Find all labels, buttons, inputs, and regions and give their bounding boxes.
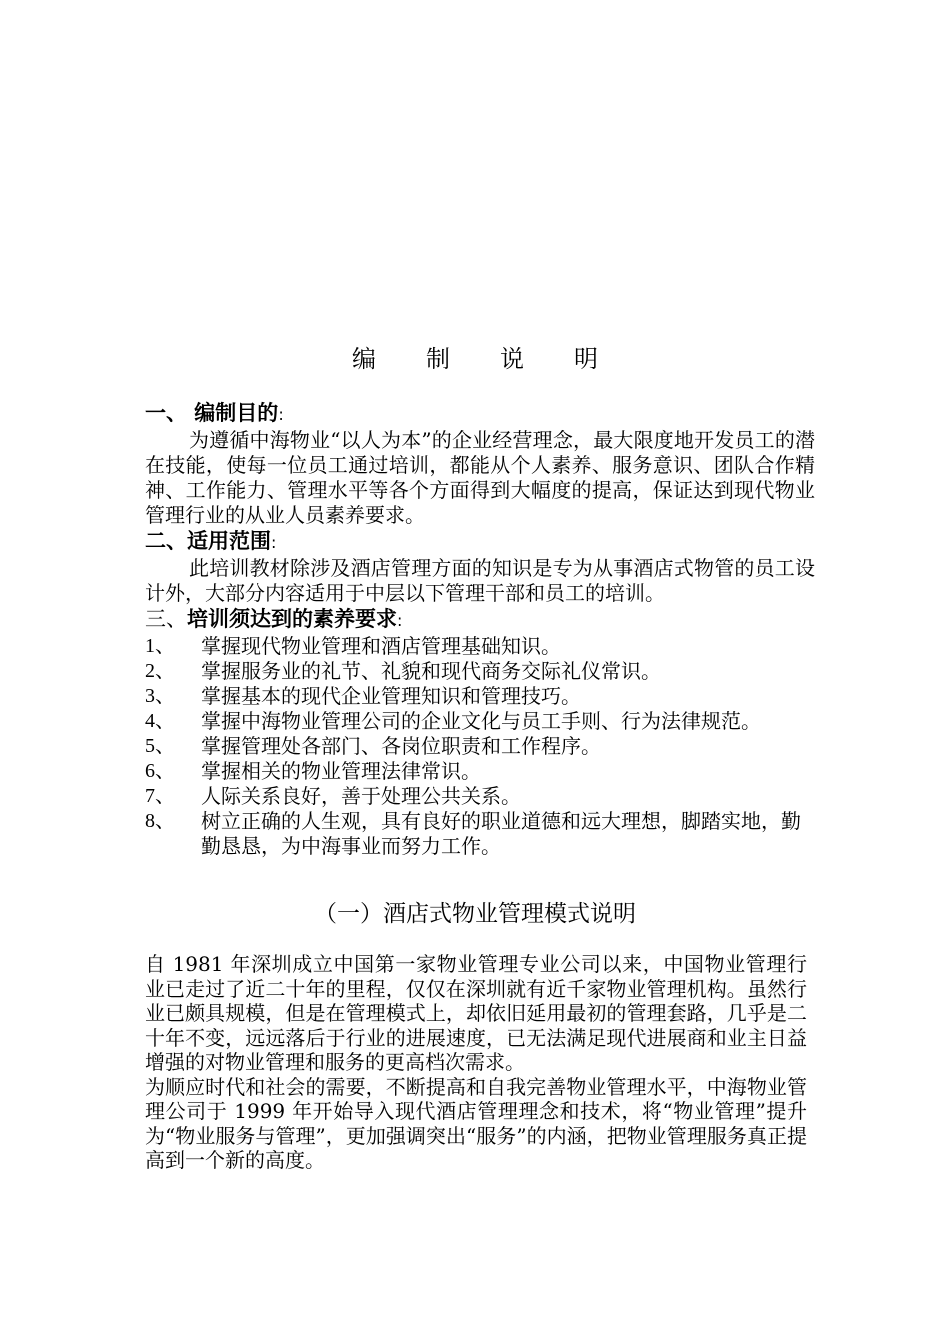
list-item: [145, 684, 815, 709]
list-item-number: 4、: [145, 710, 175, 732]
heading-requirements-colon: :: [397, 611, 403, 630]
list-item-text: 掌握现代物业管理和酒店管理基础知识。: [201, 634, 561, 658]
section-one-paragraph-1: 自 1981 年深圳成立中国第一家物业管理专业公司以来，中国物业管理行业已走过了近二十年的里程，仅仅在深圳就有近千家物业管理机构。虽然行业已颇具规模，但是在管理模式上，却依旧延用最初的管理套路，几乎是二十年不变，远远落后于行业的进展速度，已无法满足现代进展商和业主日益增强的对物业管理和服务的更高档次需求。: [145, 952, 807, 1074]
heading-requirements-prefix: 三、: [145, 607, 187, 631]
list-item: [145, 709, 815, 734]
intro-block: [145, 400, 815, 859]
heading-scope: [145, 528, 815, 556]
list-item-text: 掌握管理处各部门、各岗位职责和工作程序。: [201, 734, 601, 758]
list-item-number: 8、: [145, 810, 175, 832]
list-item: [145, 734, 815, 759]
list-item: [145, 809, 815, 859]
list-item-text: 掌握基本的现代企业管理知识和管理技巧。: [201, 684, 581, 708]
list-item-number: 3、: [145, 685, 175, 707]
document-title: 编制说明: [352, 345, 648, 373]
heading-scope-colon: :: [271, 533, 277, 552]
section-one-body: [145, 952, 807, 1173]
list-item: [145, 659, 815, 684]
list-item-number: 6、: [145, 760, 175, 782]
heading-purpose: [145, 400, 815, 428]
heading-requirements-text: 培训须达到的素养要求: [187, 607, 397, 631]
list-item: [145, 759, 815, 784]
list-item-text: 掌握中海物业管理公司的企业文化与员工手则、行为法律规范。: [201, 709, 761, 733]
list-item: [145, 784, 815, 809]
list-item-number: 1、: [145, 635, 175, 657]
requirements-list: [145, 634, 815, 859]
section-one-title: （一）酒店式物业管理模式说明: [314, 901, 636, 927]
list-item-text: 树立正确的人生观，具有良好的职业道德和远大理想，脚踏实地，勤勤恳恳，为中海事业而努力工作。: [201, 809, 801, 858]
list-item: [145, 634, 815, 659]
list-item-number: 7、: [145, 785, 175, 807]
heading-scope-text: 二、适用范围: [145, 529, 271, 553]
list-item-text: 掌握相关的物业管理法律常识。: [201, 759, 481, 783]
paragraph-purpose: 为遵循中海物业“以人为本”的企业经营理念，最大限度地开发员工的潜在技能，使每一位员工通过培训，都能从个人素养、服务意识、团队合作精神、工作能力、管理水平等各个方面得到大幅度的提高，保证达到现代物业管理行业的从业人员素养要求。: [145, 428, 815, 527]
list-item-number: 5、: [145, 735, 175, 757]
heading-purpose-colon: :: [278, 405, 284, 424]
section-one-paragraph-2: 为顺应时代和社会的需要，不断提高和自我完善物业管理水平，中海物业管理公司于 1999 年开始导入现代酒店管理理念和技术，将“物业管理”提升为“物业服务与管理”，更加强调突出“服务”的内涵，把物业管理服务真正提高到一个新的高度。: [145, 1074, 807, 1172]
list-item-number: 2、: [145, 660, 175, 682]
paragraph-scope: 此培训教材除涉及酒店管理方面的知识是专为从事酒店式物管的员工设计外，大部分内容适用于中层以下管理干部和员工的培训。: [145, 556, 815, 605]
heading-purpose-text: 一、 编制目的: [145, 401, 279, 425]
heading-requirements: [145, 606, 815, 634]
list-item-text: 人际关系良好，善于处理公共关系。: [201, 784, 521, 808]
list-item-text: 掌握服务业的礼节、礼貌和现代商务交际礼仪常识。: [201, 659, 661, 683]
